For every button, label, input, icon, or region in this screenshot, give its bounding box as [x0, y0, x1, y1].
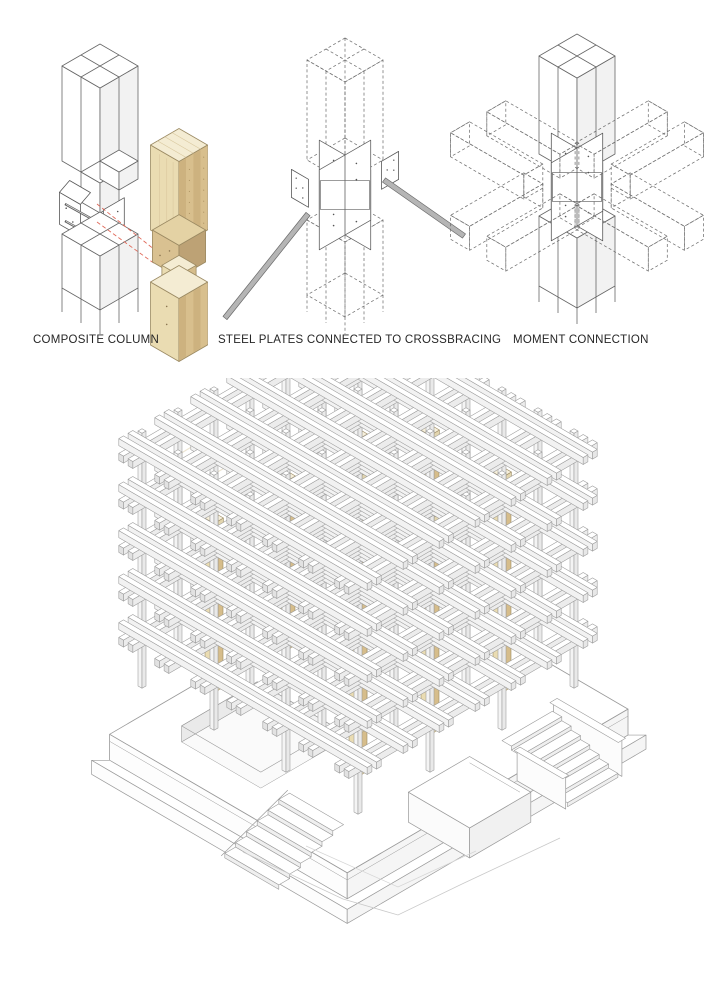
figure-axonometric: [0, 378, 707, 1000]
moment-connection-drawing: [440, 8, 707, 338]
figure-moment-connection: [440, 8, 707, 338]
steel-plates-drawing: [212, 8, 476, 334]
label-steel-plates: STEEL PLATES CONNECTED TO CROSSBRACING: [218, 334, 502, 346]
figure-composite-column: [15, 8, 215, 380]
label-moment-connection: MOMENT CONNECTION: [513, 334, 649, 346]
label-composite-column: COMPOSITE COLUMN: [33, 334, 160, 346]
composite-column-drawing: [15, 8, 215, 380]
axonometric-drawing: [0, 378, 707, 1000]
figure-steel-plates: [212, 8, 476, 334]
